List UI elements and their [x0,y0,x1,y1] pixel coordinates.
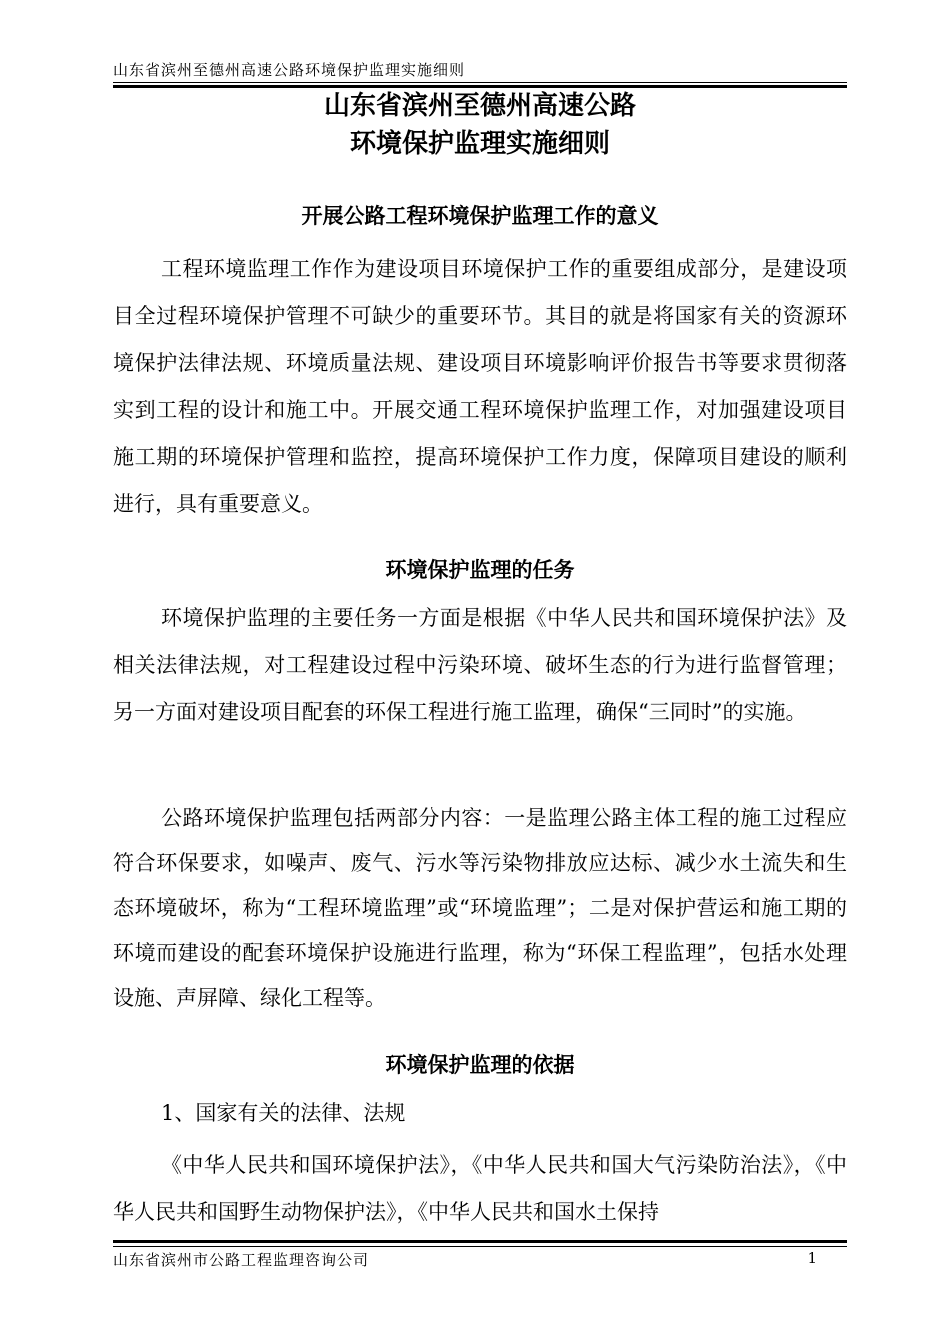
paragraph-significance: 工程环境监理工作作为建设项目环境保护工作的重要组成部分，是建设项目全过程环境保护管理不可缺少的重要环节。其目的就是将国家有关的资源环境保护法律法规、环境质量法规、建设项目环境影响评价报告书等要求贯彻落实到工程的设计和施工中。开展交通工程环境保护监理工作，对加强建设项目施工期的环境保护管理和监控，提高环境保护工作力度，保障项目建设的顺利进行，具有重要意义。 [113,257,847,516]
document-title-line-2: 环境保护监理实施细则 [349,129,610,159]
document-title-line-1: 山东省滨州至德州高速公路 [323,91,636,121]
paragraph-basis-laws: 《中华人民共和国环境保护法》，《中华人民共和国大气污染防治法》，《中华人民共和国野生动物保护法》，《中华人民共和国水土保持 [113,1153,847,1224]
header-title: 山东省滨州至德州高速公路环境保护监理实施细则 [113,61,466,79]
paragraph-basis-item-1: 1、国家有关的法律、法规 [161,1101,406,1125]
paragraph-tasks-2: 公路环境保护监理包括两部分内容：一是监理公路主体工程的施工过程应符合环保要求，如噪声、废气、污水等污染物排放应达标、减少水土流失和生态环境破坏，称为“工程环境监理”或“环境监理”；二是对保护营运和施工期的环境而建设的配套环境保护设施进行监理，称为“环保工程监理”，包括水处理设施、声屏障、绿化工程等。 [113,806,847,1010]
footer-rule-thin [113,1246,847,1247]
page-header [113,59,847,81]
page-number: 1 [807,1249,817,1267]
paragraph-tasks-1: 环境保护监理的主要任务一方面是根据《中华人民共和国环境保护法》及相关法律法规，对工程建设过程中污染环境、破坏生态的行为进行监督管理；另一方面对建设项目配套的环保工程进行施工监理，确保“三同时”的实施。 [113,606,847,724]
section-heading-basis: 环境保护监理的依据 [385,1052,575,1077]
section-heading-significance: 开展公路工程环境保护监理工作的意义 [301,203,659,228]
section-heading-tasks: 环境保护监理的任务 [385,557,575,582]
page-footer [113,1240,847,1270]
footer-company: 山东省滨州市公路工程监理咨询公司 [113,1251,370,1269]
header-rule-thin [113,82,847,83]
footer-rule-thick [113,1240,847,1243]
